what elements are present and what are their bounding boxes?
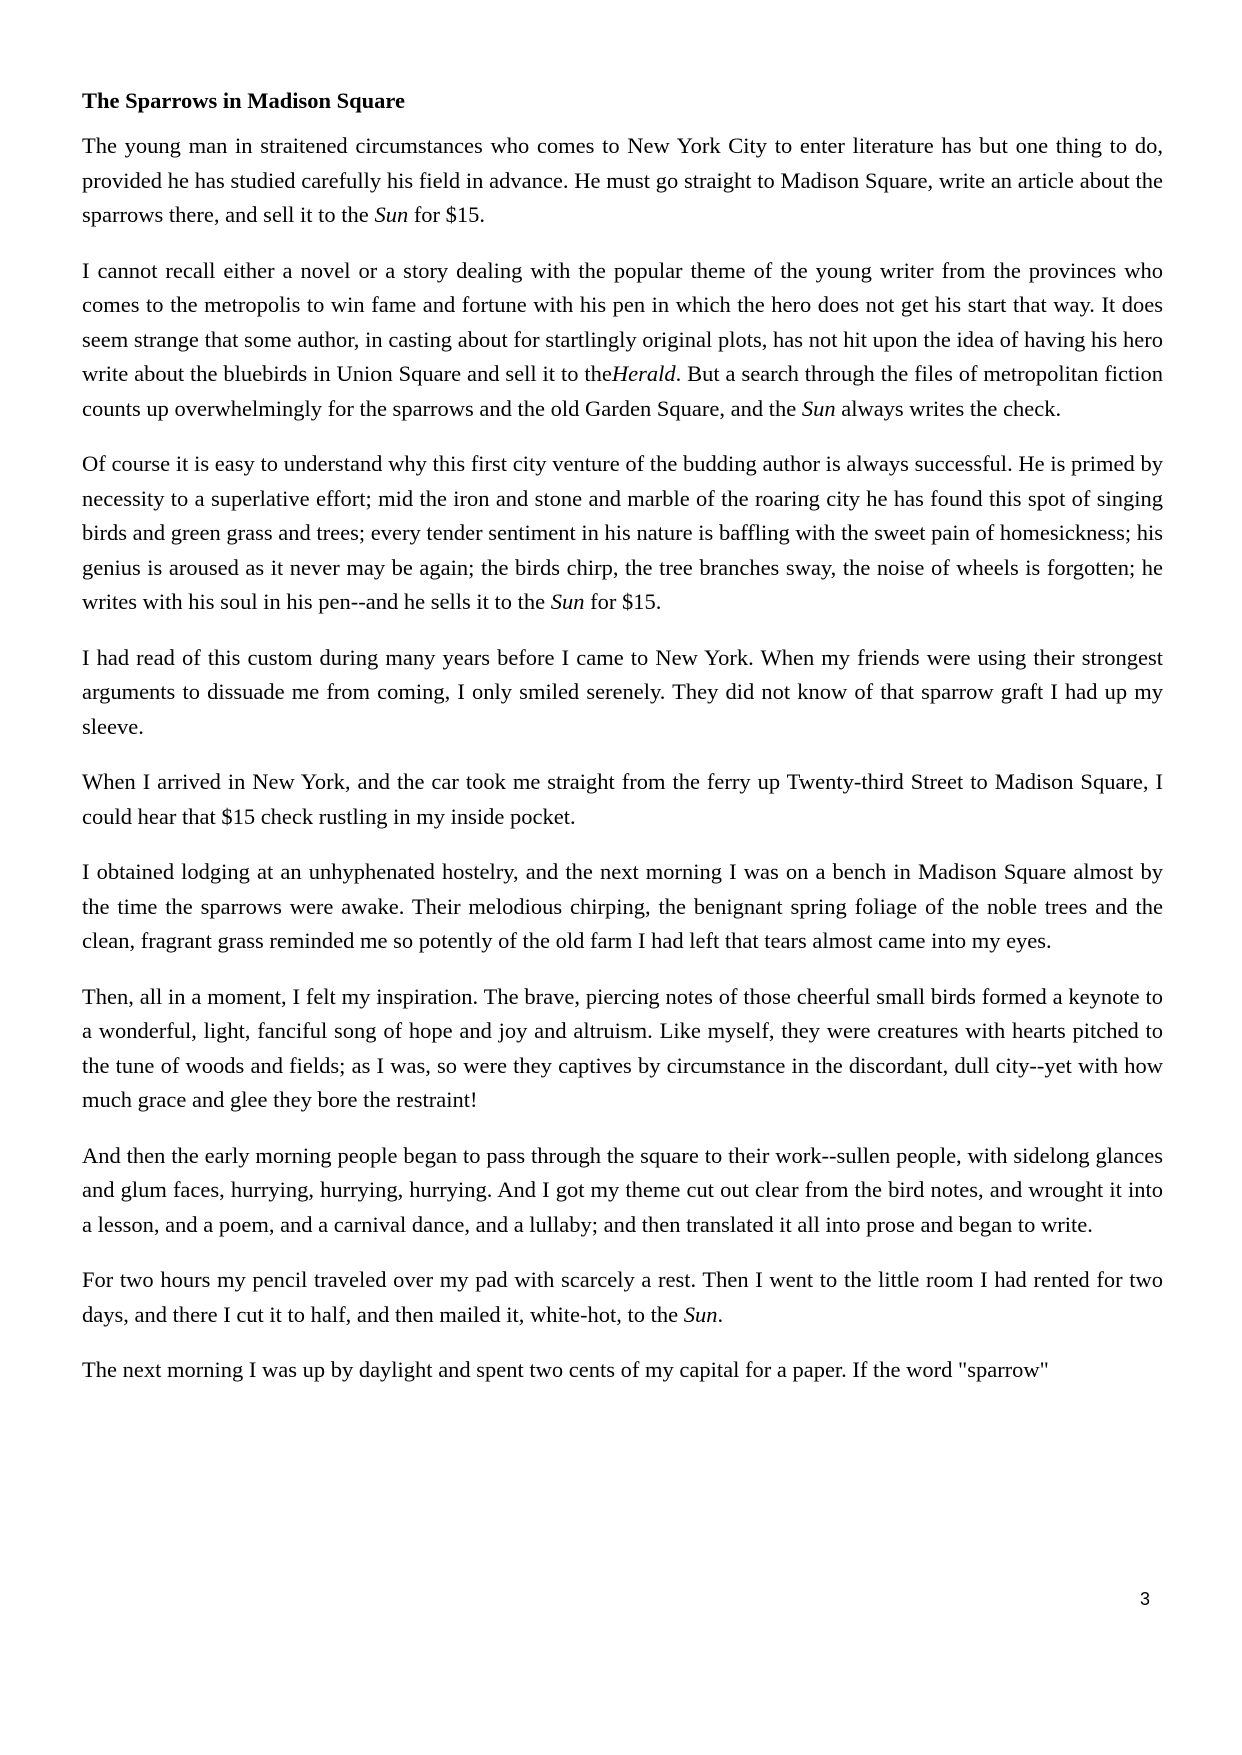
italic-newspaper-name: Herald — [611, 361, 676, 386]
paragraph-5 — [82, 765, 1163, 834]
page-number: 3 — [1140, 1589, 1151, 1609]
paragraph-2 — [82, 254, 1163, 427]
paragraph-7 — [82, 980, 1163, 1118]
text-segment: always writes the check. — [835, 395, 1062, 421]
text-segment: Then, all in a moment, I felt my inspiration. The brave, piercing notes of those cheerful small birds formed a keynote to a wonderful, light, fanciful song of hope and joy and altruism. Like myself, they were creatures with hearts pitched to the tune of woods and fields; as I was, so were they captives by circumstance in the discordant, dull city--yet with how much grace and glee they bore the restraint! — [82, 983, 1163, 1112]
paragraph-1 — [82, 129, 1163, 233]
text-segment: for $15. — [584, 589, 662, 614]
paragraph-9 — [82, 1263, 1163, 1332]
page-content — [82, 84, 1163, 1409]
text-segment: When I arrived in New York, and the car took me straight from the ferry up Twenty-third Street to Madison Square, I could hear that $15 check rustling in my inside pocket. — [82, 769, 1163, 829]
text-segment: . But a search through the files of metropolitan fiction counts up overwhelmingly for the sparrows and the old Garden Square, and the — [82, 361, 1163, 421]
paragraph-3 — [82, 447, 1163, 620]
paragraph-8 — [82, 1139, 1163, 1243]
paragraph-6 — [82, 855, 1163, 959]
italic-newspaper-name: Sun — [550, 589, 585, 614]
text-segment: And then the early morning people began to pass through the square to their work--sullen people, with sidelong glances and glum faces, hurrying, hurrying, hurrying. And I got my theme cut out clear from the bird notes, and wrought it into a lesson, and a poem, and a carnival dance, and a lullaby; and then translated it all into prose and began to write. — [82, 1142, 1163, 1237]
text-segment: I obtained lodging at an unhyphenated hostelry, and the next morning I was on a bench in Madison Square almost by the time the sparrows were awake. Their melodious chirping, the benignant spring foliage of the noble trees and the clean, fragrant grass reminded me so potently of the old farm I had left that tears almost came into my eyes. — [82, 859, 1163, 953]
text-segment: The next morning I was up by daylight and spent two cents of my capital for a paper. If the word "sparrow" — [82, 1357, 1049, 1382]
text-segment: . — [717, 1301, 724, 1327]
paragraph-4 — [82, 641, 1163, 745]
text-segment: Of course it is easy to understand why this first city venture of the budding author is always successful. He is primed by necessity to a superlative effort; mid the iron and stone and marble of the roaring city he has found this spot of singing birds and green grass and trees; every tender sentiment in his nature is baffling with the sweet pain of homesickness; his genius is aroused as it never may be again; the birds chirp, the tree branches sway, the noise of wheels is forgotten; he writes with his soul in his pen--and he sells it to the — [82, 451, 1163, 614]
italic-newspaper-name: Sun — [683, 1301, 718, 1327]
paragraph-10 — [82, 1353, 1163, 1388]
italic-newspaper-name: Sun — [374, 202, 409, 227]
text-segment: For two hours my pencil traveled over my pad with scarcely a rest. Then I went to the little room I had rented for two days, and there I cut it to half, and then mailed it, white-hot, to the — [82, 1267, 1163, 1327]
text-segment: I cannot recall either a novel or a story dealing with the popular theme of the young writer from the provinces who comes to the metropolis to win fame and fortune with his pen in which the hero does not get his start that way. It does seem strange that some author, in casting about for startlingly original plots, has not hit upon the idea of having his hero write about the bluebirds in Union Square and sell it to the — [82, 257, 1163, 386]
text-segment: for $15. — [408, 202, 486, 227]
text-segment: The young man in straitened circumstances who comes to New York City to enter literature has but one thing to do, provided he has studied carefully his field in advance. He must go straight to Madison Square, write an article about the sparrows there, and sell it to the — [82, 133, 1163, 227]
italic-newspaper-name: Sun — [801, 395, 836, 421]
text-segment: I had read of this custom during many years before I came to New York. When my friends were using their strongest arguments to dissuade me from coming, I only smiled serenely. They did not know of that sparrow graft I had up my sleeve. — [82, 644, 1163, 739]
story-title: The Sparrows in Madison Square — [82, 88, 405, 113]
